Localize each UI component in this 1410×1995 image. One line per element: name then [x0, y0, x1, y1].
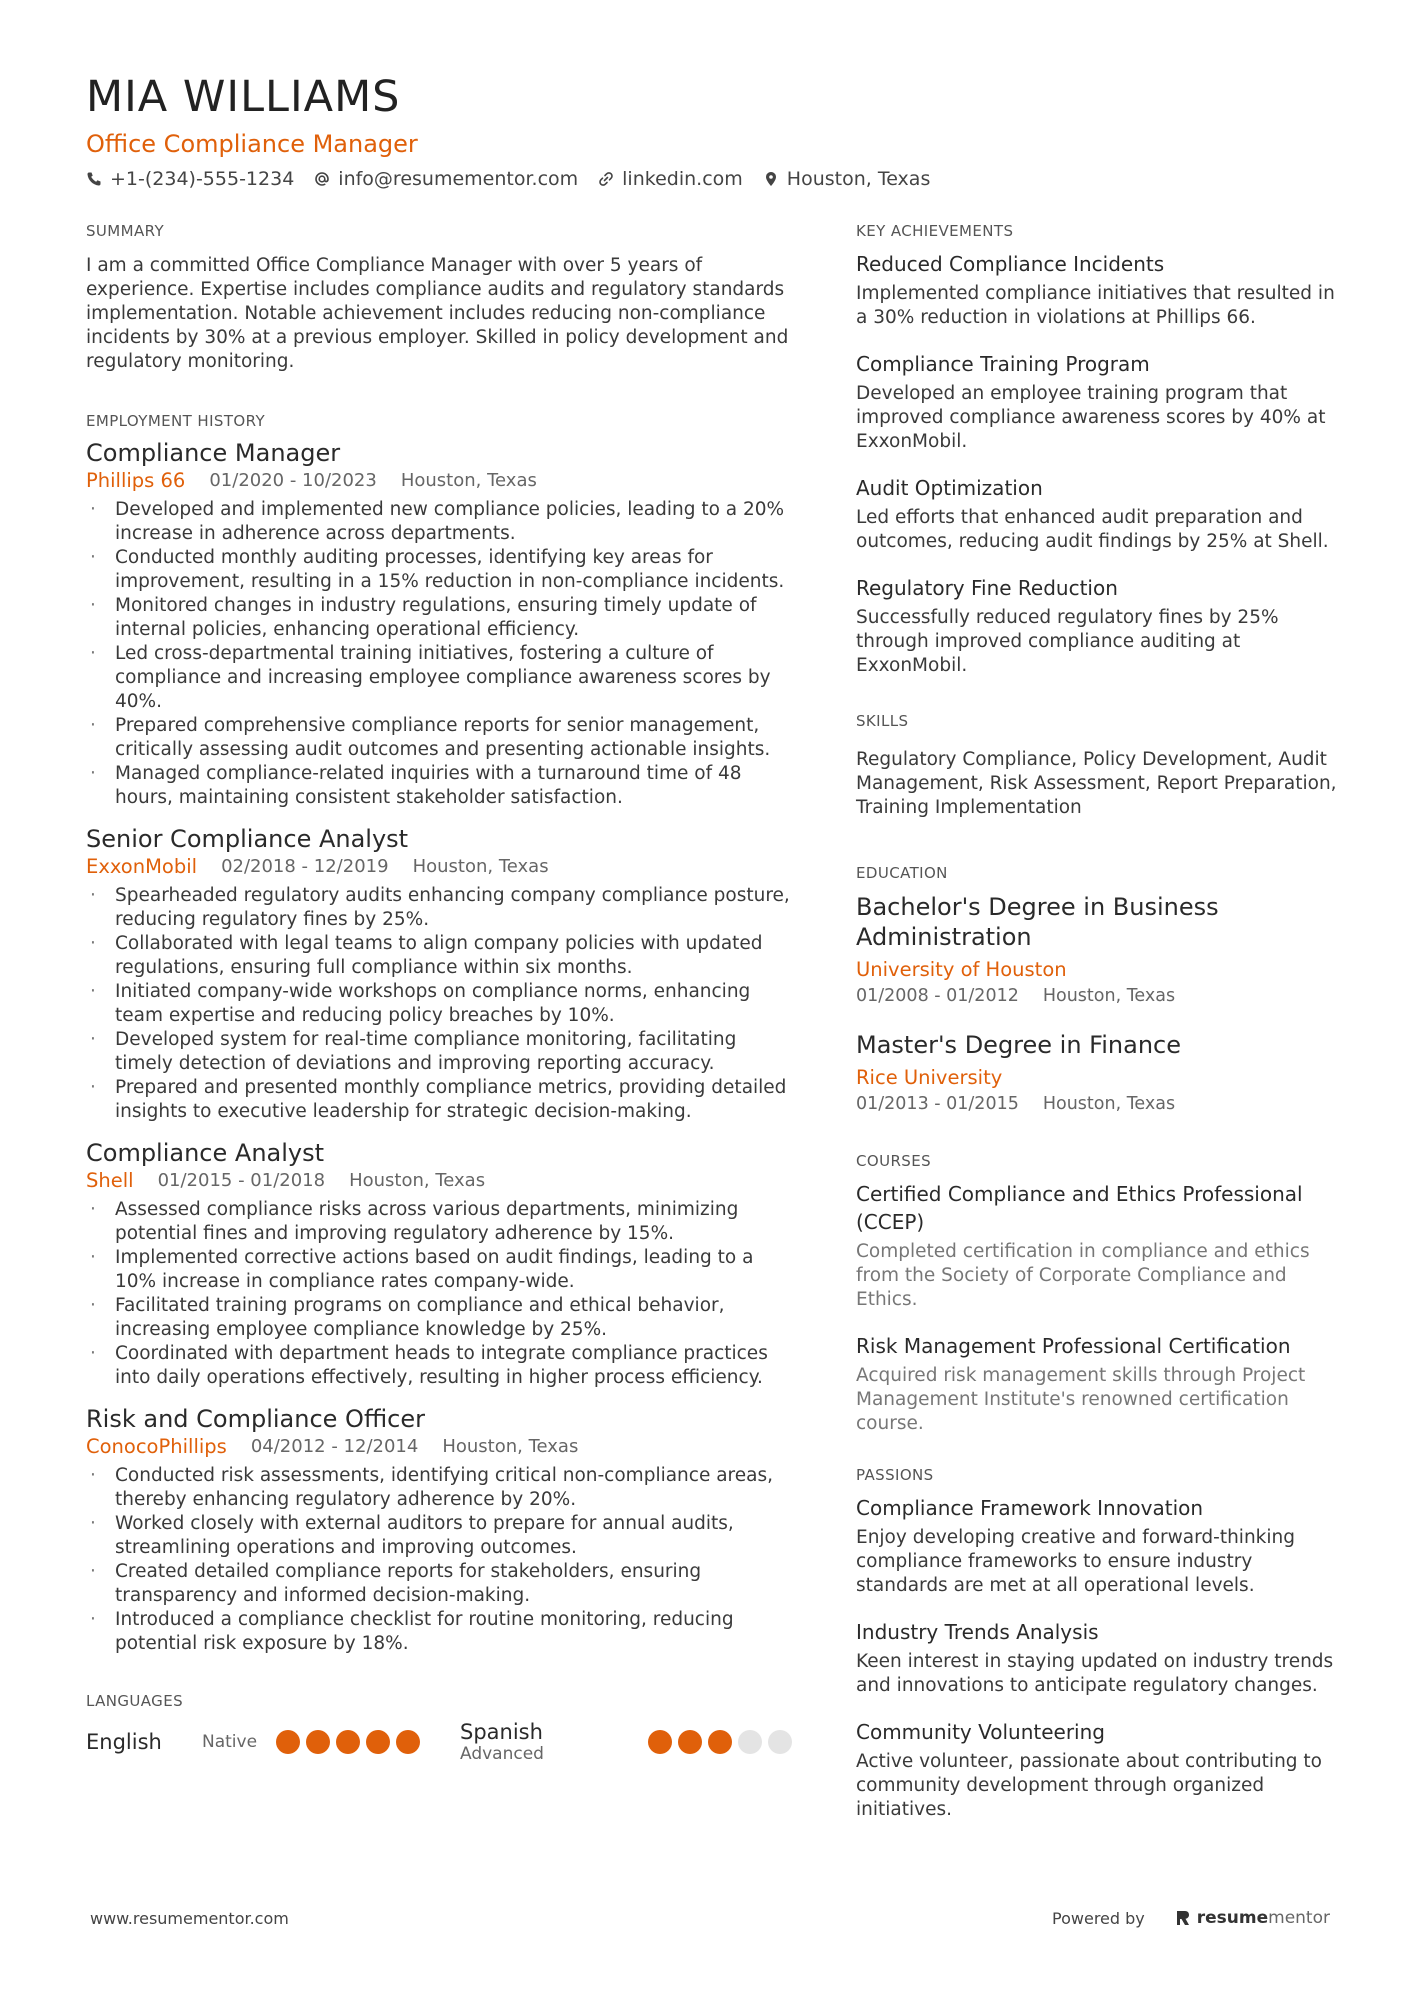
- education-item: [856, 892, 1338, 1008]
- achievements-item-title: Compliance Training Program: [856, 352, 1150, 376]
- rating-dot: [306, 1730, 330, 1754]
- job-bullet: · Assessed compliance risks across various departments, minimizing potential fines and improving regulatory adherence by 15%.: [86, 1198, 798, 1246]
- education-meta: [856, 984, 1338, 1008]
- skills-text: Regulatory Compliance, Policy Development, Audit Management, Risk Assessment, Report Preparation, Training Implementation: [856, 749, 1337, 818]
- job-company: ConocoPhillips: [86, 1435, 227, 1458]
- linkedin-text: linkedin.com: [622, 168, 743, 191]
- education-location: Houston, Texas: [1042, 1094, 1176, 1114]
- language-level: Advanced: [460, 1744, 544, 1764]
- education-school: University of Houston: [856, 958, 1067, 981]
- language-rating: [648, 1730, 798, 1754]
- passions-item-title: Industry Trends Analysis: [856, 1620, 1099, 1644]
- languages-heading: LANGUAGES: [86, 1692, 184, 1710]
- job-bullets: [86, 1464, 798, 1656]
- achievements-item: [856, 350, 1338, 454]
- summary-heading: SUMMARY: [86, 222, 165, 240]
- powered-by: [1052, 1908, 1330, 1928]
- job-role: Compliance Manager: [86, 439, 341, 467]
- education-section: [856, 864, 1338, 1116]
- job-bullet: · Developed and implemented new compliance policies, leading to a 20% increase in adherence across departments.: [86, 498, 798, 546]
- rating-dot: [678, 1730, 702, 1754]
- skills-section: [856, 712, 1338, 820]
- powered-by-text: Powered by: [1052, 1908, 1145, 1928]
- job-bullet: · Conducted monthly auditing processes, identifying key areas for improvement, resulting in a 15% reduction in non-compliance incidents.: [86, 546, 798, 594]
- job-entry: [86, 438, 798, 810]
- job-bullet: · Facilitated training programs on compliance and ethical behavior, increasing employee compliance knowledge by 25%.: [86, 1294, 798, 1342]
- job-company: Shell: [86, 1169, 134, 1192]
- courses-item-title: Risk Management Professional Certification: [856, 1334, 1291, 1358]
- achievements-item-desc: Developed an employee training program that improved compliance awareness scores by 40% at ExxonMobil.: [856, 383, 1326, 452]
- job-meta: [86, 1434, 798, 1460]
- skills-heading: SKILLS: [856, 712, 909, 730]
- job-company: ExxonMobil: [86, 855, 198, 878]
- job-location: Houston, Texas: [412, 856, 549, 877]
- courses-item: [856, 1332, 1338, 1436]
- passions-heading: PASSIONS: [856, 1466, 934, 1484]
- passions-item: [856, 1494, 1338, 1598]
- job-bullet: · Managed compliance-related inquiries with a turnaround time of 48 hours, maintaining consistent stakeholder satisfaction.: [86, 762, 798, 810]
- job-entry: [86, 1404, 798, 1656]
- contact-linkedin[interactable]: [598, 168, 743, 190]
- job-bullet: · Introduced a compliance checklist for routine monitoring, reducing potential risk exposure by 18%.: [86, 1608, 798, 1656]
- rating-dot: [396, 1730, 420, 1754]
- brand-mark-icon: [1175, 1909, 1191, 1927]
- achievements-item-title: Reduced Compliance Incidents: [856, 252, 1165, 276]
- phone-icon: [86, 171, 102, 187]
- passions-section: [856, 1466, 1338, 1822]
- location-text: Houston, Texas: [786, 168, 931, 191]
- language-item-english: [86, 1730, 460, 1754]
- candidate-name: MIA WILLIAMS: [86, 72, 401, 122]
- courses-item-title: Certified Compliance and Ethics Professional (CCEP): [856, 1182, 1303, 1234]
- job-entry: [86, 824, 798, 1124]
- page-footer: [90, 1908, 1330, 1928]
- achievements-item-desc: Successfully reduced regulatory fines by 25% through improved compliance auditing at ExxonMobil.: [856, 607, 1279, 676]
- achievements-heading: KEY ACHIEVEMENTS: [856, 222, 1014, 240]
- job-dates: 02/2018 - 12/2019: [221, 856, 389, 877]
- education-school: Rice University: [856, 1066, 1003, 1089]
- passions-item: [856, 1618, 1338, 1698]
- passions-item-desc: Keen interest in staying updated on industry trends and innovations to anticipate regulatory changes.: [856, 1651, 1334, 1696]
- education-location: Houston, Texas: [1042, 986, 1176, 1006]
- contact-location: [763, 168, 931, 190]
- passions-item: [856, 1718, 1338, 1822]
- job-bullets: [86, 498, 798, 810]
- language-rating: [276, 1730, 426, 1754]
- job-role: Compliance Analyst: [86, 1139, 325, 1167]
- summary-text: I am a committed Office Compliance Manager with over 5 years of experience. Expertise includes compliance audits and regulatory standards implementation. Notable achievement includes reducing non-compliance incidents by 30% at a previous employer. Skilled in policy development and regulatory monitoring.: [86, 255, 789, 372]
- languages-row: [86, 1720, 798, 1764]
- courses-section: [856, 1152, 1338, 1436]
- achievements-item: [856, 250, 1338, 330]
- brand-light: mentor: [1268, 1908, 1330, 1928]
- job-bullet: · Spearheaded regulatory audits enhancing company compliance posture, reducing regulatory fines by 25%.: [86, 884, 798, 932]
- education-dates: 01/2013 - 01/2015: [856, 1094, 1019, 1114]
- education-heading: EDUCATION: [856, 864, 948, 882]
- passions-item-desc: Enjoy developing creative and forward-thinking compliance frameworks to ensure industry standards are met at all operational levels.: [856, 1527, 1295, 1596]
- rating-dot: [366, 1730, 390, 1754]
- at-sign-icon: [314, 171, 330, 187]
- rating-dot: [276, 1730, 300, 1754]
- passions-list: [856, 1494, 1338, 1822]
- job-bullet: · Prepared comprehensive compliance reports for senior management, critically assessing audit outcomes and presenting actionable insights.: [86, 714, 798, 762]
- contact-phone: [86, 168, 294, 190]
- candidate-title: Office Compliance Manager: [86, 129, 418, 158]
- languages-section: [86, 1692, 798, 1764]
- courses-item-desc: Acquired risk management skills through Project Management Institute's renowned certification course.: [856, 1365, 1306, 1434]
- job-dates: 04/2012 - 12/2014: [250, 1436, 419, 1457]
- link-icon: [598, 171, 614, 187]
- job-meta: [86, 468, 798, 494]
- language-level: Native: [202, 1732, 258, 1752]
- contact-bar: [86, 168, 1336, 190]
- job-bullet: · Worked closely with external auditors to prepare for annual audits, streamlining operations and improving outcomes.: [86, 1512, 798, 1560]
- job-entry: [86, 1138, 798, 1390]
- achievements-item-desc: Implemented compliance initiatives that resulted in a 30% reduction in violations at Phillips 66.: [856, 283, 1335, 328]
- job-bullet: · Collaborated with legal teams to align company policies with updated regulations, ensuring full compliance within six months.: [86, 932, 798, 980]
- language-name: English: [86, 1730, 162, 1754]
- rating-dot: [768, 1730, 792, 1754]
- passions-item-title: Community Volunteering: [856, 1720, 1105, 1744]
- resume-header: [86, 72, 1336, 190]
- achievements-item-title: Audit Optimization: [856, 476, 1043, 500]
- left-column: [86, 222, 798, 1764]
- brand-bold: resume: [1196, 1908, 1269, 1928]
- footer-website[interactable]: www.resumementor.com: [90, 1908, 289, 1928]
- courses-item: [856, 1180, 1338, 1312]
- job-location: Houston, Texas: [442, 1436, 579, 1457]
- employment-heading: EMPLOYMENT HISTORY: [86, 412, 266, 430]
- job-list: [86, 438, 798, 1656]
- achievements-section: [856, 222, 1338, 678]
- summary-section: [86, 222, 798, 374]
- achievements-item: [856, 574, 1338, 678]
- job-bullet: · Created detailed compliance reports for stakeholders, ensuring transparency and informed decision-making.: [86, 1560, 798, 1608]
- job-company: Phillips 66: [86, 469, 186, 492]
- brand-logo[interactable]: [1175, 1908, 1330, 1928]
- contact-email[interactable]: [314, 168, 578, 190]
- achievements-item-desc: Led efforts that enhanced audit preparation and outcomes, reducing audit findings by 25% at Shell.: [856, 507, 1329, 552]
- rating-dot: [336, 1730, 360, 1754]
- education-meta: [856, 1092, 1338, 1116]
- rating-dot: [708, 1730, 732, 1754]
- education-degree: Bachelor's Degree in Business Administration: [856, 893, 1219, 951]
- language-item-spanish: [460, 1720, 798, 1764]
- language-text-group: [460, 1720, 648, 1764]
- job-dates: 01/2015 - 01/2018: [157, 1170, 326, 1191]
- job-bullet: · Conducted risk assessments, identifying critical non-compliance areas, thereby enhancing regulatory adherence by 20%.: [86, 1464, 798, 1512]
- education-dates: 01/2008 - 01/2012: [856, 986, 1019, 1006]
- education-degree: Master's Degree in Finance: [856, 1031, 1181, 1059]
- courses-item-desc: Completed certification in compliance and ethics from the Society of Corporate Compliance and Ethics.: [856, 1241, 1310, 1310]
- education-list: [856, 892, 1338, 1116]
- job-bullet: · Led cross-departmental training initiatives, fostering a culture of compliance and increasing employee compliance awareness scores by 40%.: [86, 642, 798, 714]
- job-role: Senior Compliance Analyst: [86, 825, 409, 853]
- job-dates: 01/2020 - 10/2023: [209, 470, 377, 491]
- passions-item-title: Compliance Framework Innovation: [856, 1496, 1204, 1520]
- email-text: info@resumementor.com: [338, 168, 579, 191]
- rating-dot: [648, 1730, 672, 1754]
- achievements-item: [856, 474, 1338, 554]
- job-role: Risk and Compliance Officer: [86, 1405, 425, 1433]
- job-bullet: · Prepared and presented monthly compliance metrics, providing detailed insights to executive leadership for strategic decision-making.: [86, 1076, 798, 1124]
- job-location: Houston, Texas: [349, 1170, 486, 1191]
- passions-item-desc: Active volunteer, passionate about contributing to community development through organized initiatives.: [856, 1751, 1322, 1820]
- job-bullets: [86, 1198, 798, 1390]
- job-bullet: · Coordinated with department heads to integrate compliance practices into daily operations effectively, resulting in higher process efficiency.: [86, 1342, 798, 1390]
- job-bullet: · Initiated company-wide workshops on compliance norms, enhancing team expertise and reducing policy breaches by 10%.: [86, 980, 798, 1028]
- job-bullets: [86, 884, 798, 1124]
- job-meta: [86, 1168, 798, 1194]
- courses-heading: COURSES: [856, 1152, 932, 1170]
- education-item: [856, 1030, 1338, 1116]
- job-bullet: · Implemented corrective actions based on audit findings, leading to a 10% increase in compliance rates company-wide.: [86, 1246, 798, 1294]
- job-location: Houston, Texas: [400, 470, 537, 491]
- right-column: [856, 222, 1338, 1842]
- job-bullet: · Developed system for real-time compliance monitoring, facilitating timely detection of deviations and improving reporting accuracy.: [86, 1028, 798, 1076]
- achievements-list: [856, 250, 1338, 678]
- job-bullet: · Monitored changes in industry regulations, ensuring timely update of internal policies, enhancing operational efficiency.: [86, 594, 798, 642]
- location-pin-icon: [763, 171, 779, 187]
- employment-section: [86, 412, 798, 1656]
- phone-text: +1-(234)-555-1234: [110, 168, 295, 191]
- job-meta: [86, 854, 798, 880]
- rating-dot: [738, 1730, 762, 1754]
- language-name: Spanish: [460, 1720, 543, 1744]
- achievements-item-title: Regulatory Fine Reduction: [856, 576, 1118, 600]
- courses-list: [856, 1180, 1338, 1436]
